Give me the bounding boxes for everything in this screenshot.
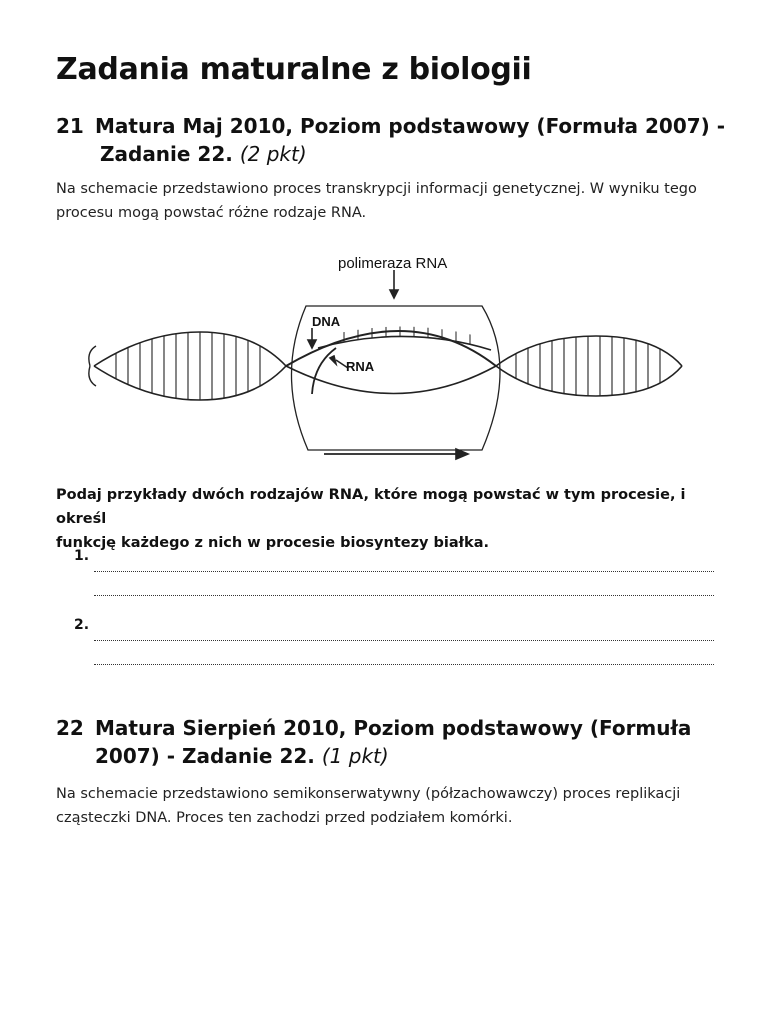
rna-growing-tail (312, 348, 336, 394)
question-title-line1: Matura Sierpień 2010, Poziom podstawowy (Formuła (95, 716, 692, 740)
intro-line1: Na schemacie przedstawiono semikonserwatywny (półzachowawczy) proces replikacji (56, 786, 681, 802)
question-title-line2 (100, 140, 728, 168)
intro-line1: Na schemacie przedstawiono proces transkrypcji informacji genetycznej. W wyniku tego (56, 181, 697, 197)
question-title-task: 2007) - Zadanie 22. (95, 744, 315, 768)
rna-pointer-arrowhead (330, 356, 336, 364)
page-title: Zadania maturalne z biologii (56, 52, 532, 87)
dna-label: DNA (312, 314, 341, 329)
left-helix-rungs (116, 326, 260, 406)
question-22-intro (56, 782, 706, 830)
answer-1-line-b[interactable] (74, 572, 714, 596)
question-number: 21 (56, 114, 84, 138)
answer-2-number: 2. (74, 617, 90, 633)
question-points: (1 pkt) (321, 744, 389, 768)
question-points: (2 pkt) (239, 142, 307, 166)
rna-label: RNA (346, 359, 375, 374)
question-21-intro (56, 177, 706, 225)
right-helix-strand-bottom (496, 366, 682, 396)
right-helix-strand-top (496, 336, 682, 366)
left-helix-strand-top (94, 332, 286, 366)
polymerase-label: polimeraza RNA (338, 255, 448, 272)
answer-line[interactable] (94, 664, 714, 665)
transcription-diagram (86, 246, 686, 464)
answer-2-line-b[interactable] (74, 641, 714, 665)
question-number: 22 (56, 716, 84, 740)
dna-pointer-arrowhead (308, 340, 316, 348)
answer-line[interactable] (94, 595, 714, 596)
answer-1-line-a[interactable] (74, 548, 714, 572)
question-title-line1: Matura Maj 2010, Poziom podstawowy (Formuła 2007) - (95, 114, 726, 138)
task-line2: funkcję każdego z nich w procesie biosyntezy białka. (56, 535, 489, 551)
question-21-heading (56, 112, 728, 168)
task-line1: Podaj przykłady dwóch rodzajów RNA, które mogą powstać w tym procesie, i określ (56, 487, 686, 527)
answer-2-line-a[interactable] (74, 617, 714, 641)
left-helix-strand-bottom (94, 366, 286, 400)
intro-line2: cząsteczki DNA. Proces ten zachodzi przed podziałem komórki. (56, 810, 513, 826)
question-21-task (56, 483, 706, 555)
answer-1-number: 1. (74, 548, 90, 564)
question-title-line2 (95, 742, 728, 770)
intro-line2: procesu mogą powstać różne rodzaje RNA. (56, 205, 367, 221)
polymerase-pointer-arrowhead (390, 290, 398, 298)
question-title-task: Zadanie 22. (100, 142, 233, 166)
question-22-heading (56, 714, 728, 770)
